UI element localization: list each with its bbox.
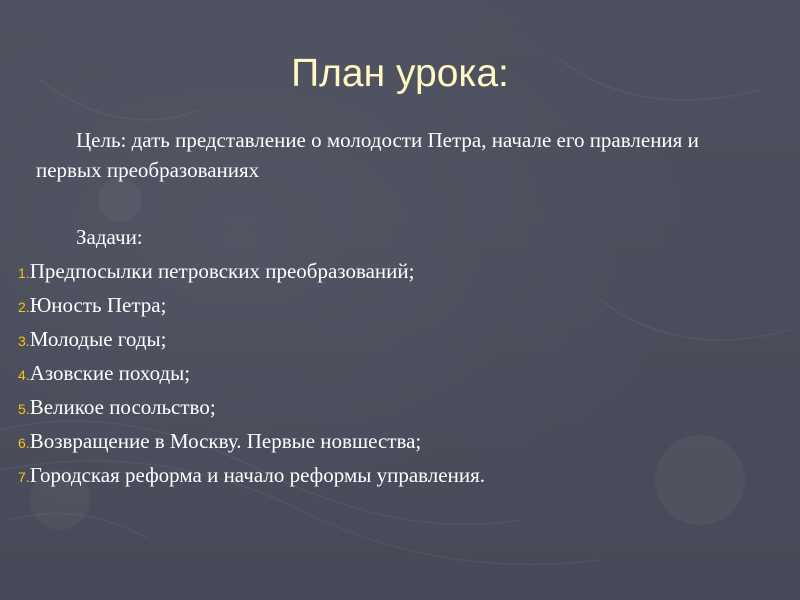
task-item bbox=[18, 426, 778, 460]
task-number: 6. bbox=[18, 435, 30, 451]
task-number: 1. bbox=[18, 265, 30, 281]
task-number: 2. bbox=[18, 299, 30, 315]
task-item bbox=[18, 460, 778, 494]
task-item bbox=[18, 358, 778, 392]
task-text: Молодые годы; bbox=[29, 327, 167, 351]
goal-text: Цель: дать представление о молодости Петра, начале его правления и первых преобразованиях bbox=[36, 128, 699, 182]
slide-title: План урока: bbox=[291, 52, 509, 95]
task-number: 5. bbox=[18, 401, 30, 417]
task-text: Великое посольство; bbox=[29, 395, 216, 419]
task-text: Предпосылки петровских преобразований; bbox=[29, 259, 415, 283]
task-text: Юность Петра; bbox=[29, 293, 167, 317]
task-item bbox=[18, 256, 778, 290]
task-number: 3. bbox=[18, 333, 30, 349]
task-list bbox=[18, 256, 778, 494]
task-item bbox=[18, 290, 778, 324]
task-number: 7. bbox=[18, 469, 30, 485]
tasks-heading: Задачи: bbox=[76, 225, 143, 249]
task-item bbox=[18, 324, 778, 358]
task-number: 4. bbox=[18, 367, 30, 383]
task-text: Возвращение в Москву. Первые новшества; bbox=[29, 429, 422, 453]
task-item bbox=[18, 392, 778, 426]
task-text: Городская реформа и начало реформы управления. bbox=[29, 463, 485, 487]
task-text: Азовские походы; bbox=[29, 361, 191, 385]
